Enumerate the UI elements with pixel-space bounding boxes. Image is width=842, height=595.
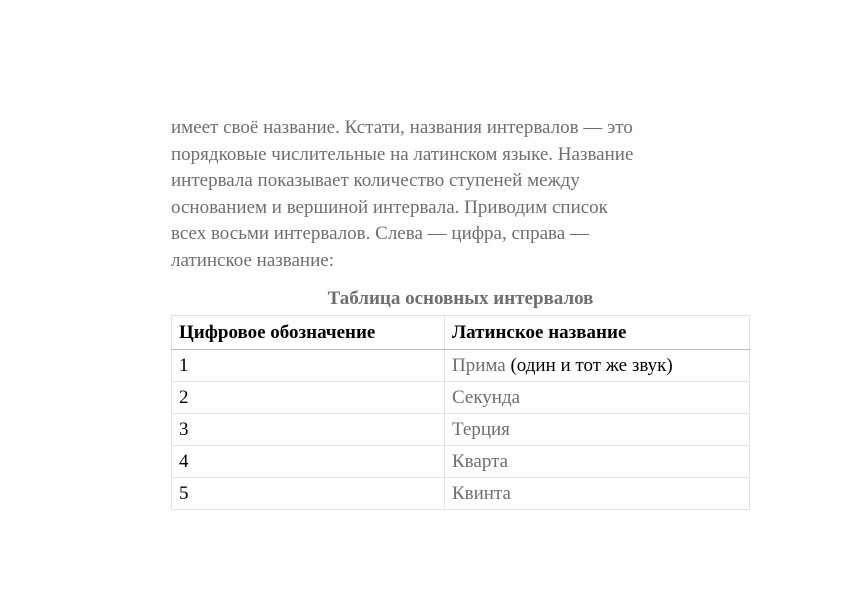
paragraph-line: латинское название: bbox=[171, 249, 334, 271]
interval-name-cell bbox=[445, 382, 750, 414]
column-header-latin: Латинское название bbox=[445, 316, 750, 350]
interval-name: Кварта bbox=[452, 450, 509, 472]
interval-number: 5 bbox=[172, 478, 445, 510]
interval-note: (один и тот же звук) bbox=[505, 354, 673, 376]
intro-paragraph bbox=[171, 115, 731, 274]
table-row bbox=[172, 382, 750, 414]
table-row bbox=[172, 446, 750, 478]
paragraph-line: порядковые числительные на латинском языке. Название bbox=[171, 143, 634, 165]
interval-name: Прима bbox=[452, 354, 506, 376]
interval-number: 4 bbox=[172, 446, 445, 478]
table-row bbox=[172, 414, 750, 446]
table-caption: Таблица основных интервалов bbox=[327, 288, 594, 309]
interval-name: Терция bbox=[452, 418, 510, 440]
interval-number: 1 bbox=[172, 350, 445, 382]
paragraph-line: имеет своё название. Кстати, названия интервалов — это bbox=[171, 117, 633, 138]
table-header-row bbox=[172, 316, 750, 350]
interval-name-cell bbox=[445, 350, 750, 382]
interval-name-cell bbox=[445, 446, 750, 478]
paragraph-line: основанием и вершиной интервала. Приводим список bbox=[171, 196, 608, 218]
interval-name-cell bbox=[445, 414, 750, 446]
intervals-table bbox=[171, 315, 750, 510]
table-row bbox=[172, 350, 750, 382]
paragraph-line: всех восьми интервалов. Слева — цифра, справа — bbox=[171, 223, 589, 244]
interval-name-cell bbox=[445, 478, 750, 510]
interval-name: Секунда bbox=[452, 386, 521, 408]
table-row bbox=[172, 478, 750, 510]
paragraph-line: интервала показывает количество ступеней между bbox=[171, 170, 580, 191]
column-header-digital: Цифровое обозначение bbox=[172, 316, 445, 350]
interval-number: 2 bbox=[172, 382, 445, 414]
interval-name: Квинта bbox=[452, 482, 511, 504]
interval-number: 3 bbox=[172, 414, 445, 446]
